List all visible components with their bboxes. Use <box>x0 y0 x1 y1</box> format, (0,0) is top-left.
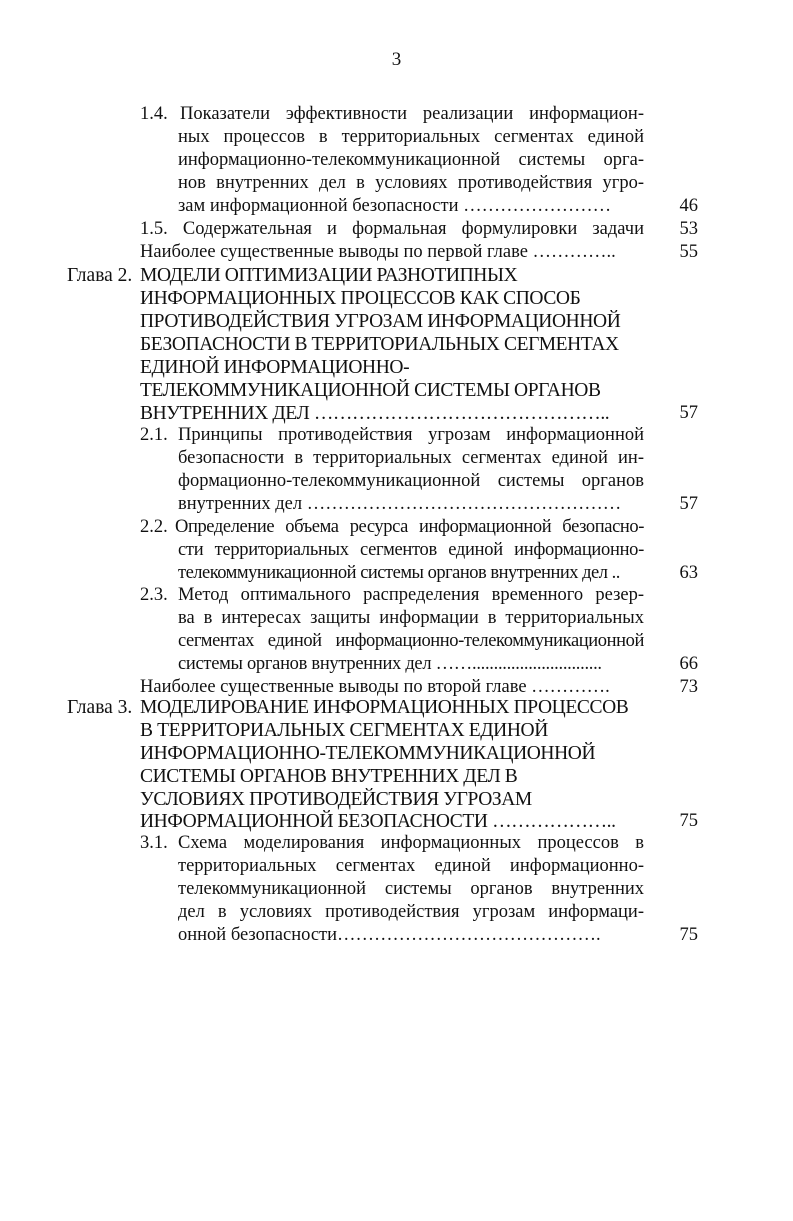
entry-title-line: Метод оптимального распределения временного резер- <box>178 585 644 605</box>
entry-title-line: Принципы противодействия угрозам информационной <box>178 425 644 445</box>
chapter-title-line: УСЛОВИЯХ ПРОТИВОДЕЙСТВИЯ УГРОЗАМ <box>140 789 532 810</box>
chapter-title-line: БЕЗОПАСНОСТИ В ТЕРРИТОРИАЛЬНЫХ СЕГМЕНТАХ <box>140 334 619 355</box>
entry-title-line: сегментах единой информационно-телекоммуникационной <box>178 631 644 651</box>
chapter-label: Глава 3. <box>67 697 133 718</box>
entry-title-line: ных процессов в территориальных сегментах единой <box>178 127 644 147</box>
entry-title-line: дел в условиях противодействия угрозам информаци- <box>178 902 644 922</box>
page-ref: 57 <box>679 494 698 514</box>
page-ref: 46 <box>679 196 698 216</box>
chapter-title-line: В ТЕРРИТОРИАЛЬНЫХ СЕГМЕНТАХ ЕДИНОЙ <box>140 720 548 741</box>
page-ref: 75 <box>679 925 698 945</box>
entry-title-line: формационно-телекоммуникационной системы органов <box>178 471 644 491</box>
chapter-title-line: ИНФОРМАЦИОННОЙ БЕЗОПАСНОСТИ ……………….. <box>140 811 616 832</box>
chapter-title-line: СИСТЕМЫ ОРГАНОВ ВНУТРЕННИХ ДЕЛ В <box>140 766 518 787</box>
chapter-label: Глава 2. <box>67 265 133 286</box>
page-ref: 73 <box>679 677 698 697</box>
page-ref: 53 <box>679 219 698 239</box>
entry-title-line: ва в интересах защиты информации в территориальных <box>178 608 644 628</box>
section-number: 1.4. <box>140 104 168 124</box>
entry-title-line: нов внутренних дел в условиях противодействия угро- <box>178 173 644 193</box>
entry-title-line: сти территориальных сегментов единой информационно- <box>178 540 644 560</box>
section-number: 2.3. <box>140 585 168 605</box>
page-number: 3 <box>391 49 402 70</box>
section-number: 2.1. <box>140 425 168 445</box>
section-number: 2.2. <box>140 517 168 537</box>
page-ref: 63 <box>679 563 698 583</box>
chapter-title-line: ТЕЛЕКОММУНИКАЦИОННОЙ СИСТЕМЫ ОРГАНОВ <box>140 380 601 401</box>
entry-title-line: территориальных сегментах единой информационно- <box>178 856 644 876</box>
section-number: 3.1. <box>140 833 168 853</box>
chapter-title-line: ЕДИНОЙ ИНФОРМАЦИОННО- <box>140 357 410 378</box>
entry-title-line: Наиболее существенные выводы по первой главе ………….. <box>140 242 616 262</box>
entry-title-line: внутренних дел …………………………………………… <box>178 494 622 514</box>
chapter-title-line: ВНУТРЕННИХ ДЕЛ ……………………………………….. <box>140 403 610 424</box>
entry-title-line: 1.5. Содержательная и формальная формулировки задачи <box>140 219 644 239</box>
entry-title-line: системы органов внутренних дел …….............................. <box>178 654 602 674</box>
page-ref: 66 <box>679 654 698 674</box>
page-ref: 55 <box>679 242 698 262</box>
chapter-title-line: ИНФОРМАЦИОННО-ТЕЛЕКОММУНИКАЦИОННОЙ <box>140 743 596 764</box>
page-ref: 75 <box>679 811 698 831</box>
chapter-title-line: МОДЕЛИ ОПТИМИЗАЦИИ РАЗНОТИПНЫХ <box>140 265 518 286</box>
entry-title-line: Определение объема ресурса информационной безопасно- <box>175 517 644 537</box>
entry-title-line: Наиболее существенные выводы по второй главе …………. <box>140 677 610 697</box>
chapter-title-line: МОДЕЛИРОВАНИЕ ИНФОРМАЦИОННЫХ ПРОЦЕССОВ <box>140 697 629 718</box>
entry-title-line: Схема моделирования информационных процессов в <box>178 833 644 853</box>
page-ref: 57 <box>679 403 698 423</box>
entry-title-line: онной безопасности……………………………………. <box>178 925 601 945</box>
chapter-title-line: ПРОТИВОДЕЙСТВИЯ УГРОЗАМ ИНФОРМАЦИОННОЙ <box>140 311 621 332</box>
entry-title-line: телекоммуникационной системы органов внутренних дел .. <box>178 563 620 583</box>
entry-title-line: зам информационной безопасности …………………… <box>178 196 612 216</box>
chapter-title-line: ИНФОРМАЦИОННЫХ ПРОЦЕССОВ КАК СПОСОБ <box>140 288 581 309</box>
entry-title-line: безопасности в территориальных сегментах единой ин- <box>178 448 644 468</box>
entry-title-line: информационно-телекоммуникационной системы орга- <box>178 150 644 170</box>
entry-title-line: Показатели эффективности реализации информацион- <box>180 104 644 124</box>
entry-title-line: телекоммуникационной системы органов внутренних <box>178 879 644 899</box>
